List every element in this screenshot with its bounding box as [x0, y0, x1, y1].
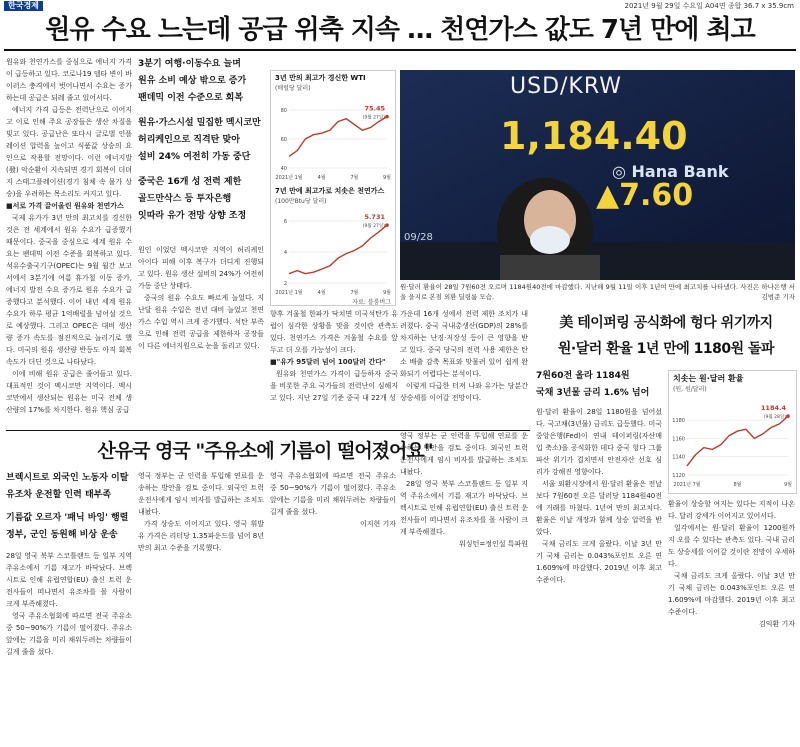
- article-column-1: [6, 56, 132, 471]
- paragraph: 일각에서는 원·달러 환율이 1200원까지 오를 수 있다는 관측도 있다. 국내 금리도 상승세를 이어갈 것이란 전망이 우세하다.: [668, 524, 795, 568]
- gas-line-chart: [271, 205, 393, 297]
- dateline: 2021년 9월 29일 수요일 A04면 종합 36.7 x 35.9cm: [624, 2, 794, 10]
- data-label: 75.45: [364, 104, 385, 113]
- data-label-date: (9월 27일): [362, 224, 385, 230]
- exchange-rate-display: 1,184.40: [500, 114, 688, 158]
- subhead: 중국은 16개 성 전력 제한: [138, 177, 242, 187]
- paragraph: 국제 유가가 3년 만의 최고치를 경신한 것은 전 세계에서 원유 수요가 급증했기 때문이다. 중국을 중심으로 세계 원유 수요는 팬데믹 이전 수준을 회복하고 있다. 석유수출국기구(OPEC)는 9월 월간 보고서에서 3분기에 여름 휴가철 이동 증가, 에너지 발전 수요 증가로 원유 수요가 급증했다고 분석했다. 이어 내년 세계 원유 수요가 하루 평균 1억배럴을 넘어설 것으로 예상했다. 그리고 OPEC은 대비 생산량 증가 속도를 점진적으로 늘리기로 했다. 미국의 원유 생산량 반등도 아직 회복 속도가 더딘 것으로 나타났다.: [6, 214, 132, 366]
- krw-line-chart: [669, 395, 794, 489]
- paragraph: 향후 겨울철 한파가 닥치면 미국석탄가 유럽이 심각한 상황을 맞을 것이란 관측도 있다. 천연가스 가격은 겨울철 수요를 앞두고 더 오를 가능성이 크다.: [270, 310, 398, 354]
- y-tick-label: 1180: [672, 418, 685, 425]
- newspaper-logo: 한국경제: [4, 1, 43, 11]
- paragraph: 영국 주유소협회에 따르면 전국 주유소 중 50~90%가 기름이 떨어졌다. 주유소 앞에는 기름을 미리 채워두려는 차량들이 길게 줄을 섰다.: [270, 472, 396, 516]
- byline: 김익환 기자: [758, 620, 795, 628]
- data-label: 1184.4: [760, 404, 786, 413]
- subhead: 잇따라 유가 전망 상향 조정: [138, 211, 247, 221]
- article-column-3: [270, 308, 398, 428]
- wti-line-chart: [271, 94, 393, 182]
- x-tick-label: 2021년 1월: [275, 290, 303, 296]
- paragraph: 28일 영국 북부 스코틀랜드 등 일부 지역 주유소에서 기름 재고가 바닥났다. 브렉시트로 인해 유럽연합(EU) 출신 트럭 운전사들이 떠나면서 유조차를 몰 사람이 크게 부족해졌다.: [400, 480, 528, 536]
- headline-line: 원·달러 환율 1년 만에 1180원 돌파: [557, 341, 775, 357]
- paragraph: 국채 금리도 크게 올랐다. 이날 3년 만기 국채 금리는 0.043%포인트 오른 연 1.609%에 마감했다. 2019년 이후 최고 수준이다.: [668, 572, 795, 616]
- article-column-2: [138, 244, 264, 404]
- time-label: 09/28: [404, 232, 433, 243]
- end-point: [385, 223, 389, 227]
- subhead: 원유 소비 예상 밖으로 증가: [138, 76, 247, 86]
- y-tick-label: 1140: [672, 454, 685, 461]
- y-tick-label: 4: [283, 250, 287, 256]
- byline: 이지현 기자: [359, 520, 396, 528]
- subhead: 허리케인으로 직격탄 맞아: [138, 135, 240, 145]
- subhead: 7원60전 올라 1184원: [536, 371, 630, 381]
- bank-name: ◎ Hana Bank: [612, 162, 729, 181]
- x-tick-label: 9월: [783, 482, 793, 488]
- paragraph: 영국 주유소협회에 따르면 전국 주유소 중 50~90%가 기름이 떨어졌다. 주유소 앞에는 기름을 미리 채워두려는 차량들이 길게 줄을 섰다.: [6, 612, 132, 656]
- paragraph: 에너지 가격 급등은 전력난으로 이어지고 이로 인해 주요 공장들은 생산 차질을 빚고 있다. 공급난은 또다시 글로벌 인플레이션 압력을 높이고 식품값 상승의 요인으로 작용할 전망이다. 이런 에너지발(發) 악순환이 지속되면 경기 회복이 더뎌지 스태그플레이션(경기 침체 속 물가 상승)을 우려하는 목소리도 커지고 있다.: [6, 106, 132, 198]
- paragraph: 영국 정부는 군 인력을 투입해 연료를 운송하는 방안을 검토 중이다. 외국인 트럭 운전사에게 임시 비자를 발급하는 조치도 내놨다.: [400, 432, 528, 476]
- subhead: 브렉시트로 외국인 노동자 이탈: [6, 473, 129, 483]
- subhead: 3분기 여행·이동수요 늘며: [138, 59, 241, 69]
- byline: 워싱턴=정인설 특파원: [459, 540, 528, 548]
- x-tick-label: 7월: [350, 290, 359, 296]
- bank-name-text: Hana Bank: [631, 162, 729, 181]
- data-label-date: (9월 28일): [763, 415, 786, 421]
- paragraph: 국채 금리도 크게 올랐다. 이날 3년 만기 국채 금리는 0.043%포인트 오른 연 1.609%에 마감했다. 2019년 이후 최고 수준이다.: [536, 540, 662, 584]
- section-subhead: ■서로 가격 끌어올린 원유와 천연가스: [6, 202, 124, 210]
- main-headline: 원유 수요 느는데 공급 위축 지속 … 천연가스 값도 7년 만에 최고: [45, 15, 755, 45]
- x-tick-label: 2021년 7월: [673, 482, 701, 488]
- y-tick-label: 2: [283, 281, 287, 287]
- story2-column-1: [6, 550, 132, 740]
- x-tick-label: 9월: [382, 175, 392, 181]
- x-tick-label: 2021년 1월: [275, 175, 303, 181]
- end-point: [385, 115, 389, 119]
- story3-column-1: [536, 406, 662, 740]
- series-line: [289, 117, 387, 157]
- y-tick-label: 6: [283, 219, 287, 225]
- paragraph: 서울 외환시장에서 원·달러 환율은 전날보다 7원60전 오른 달러당 1184원40전에 거래를 마쳤다. 1년여 만의 최고치다. 환율은 이날 개장과 함께 상승 압력을 받았다.: [536, 480, 662, 536]
- photo-credit: 김범준 기자: [761, 293, 795, 301]
- x-tick-label: 4월: [317, 290, 326, 296]
- data-label: 5.731: [364, 213, 385, 222]
- story3-headline: [536, 312, 796, 358]
- y-tick-label: 80: [280, 108, 287, 114]
- y-tick-label: 1160: [672, 436, 685, 443]
- subhead: 국채 3년물 금리 1.6% 넘어: [536, 388, 650, 398]
- paragraph: 환율이 상승할 여지는 있다는 지적이 나온다. 달러 강세가 이어지고 있어서다.: [668, 500, 795, 520]
- story-subheads: [6, 470, 134, 544]
- end-point: [786, 414, 790, 418]
- chart-subtitle: (원, 원/달러): [673, 386, 707, 393]
- chart-title: 3년 만의 최고가 경신한 WTI: [275, 74, 366, 82]
- photo-background: [400, 70, 795, 280]
- paragraph: 이에 비해 원유 공급은 줄어들고 있다. 대표적인 것이 멕시코만 지역이다. 멕시코만에서 생산되는 원유는 미국 전체 생산량의 17%를 차지한다. 원유 핵심 공급: [6, 370, 132, 414]
- paragraph: 원인 이었던 멕시코만 지역이 허리케인 아이다 피해 이후 복구가 더디게 진행되고 있다. 원유 생산 설비의 24%가 여전히 가동 중단 상태다.: [138, 246, 264, 290]
- story2-column-3: [270, 470, 396, 740]
- krw-chart-panel: [668, 370, 797, 494]
- rate-change-value: 7.60: [619, 178, 694, 213]
- paragraph: 28일 영국 북부 스코틀랜드 등 일부 지역 주유소에서 기름 재고가 바닥났다. 브렉시트로 인해 유럽연합(EU) 출신 트럭 운전사들이 떠나면서 유조차를 몰 사람이 크게 부족해졌다.: [6, 552, 132, 608]
- story2-column-4: [400, 430, 528, 740]
- headline-line: 美 테이퍼링 공식화에 헝다 위기까지: [559, 315, 773, 331]
- paragraph: 원유와 천연가스 가격이 급등하자 중국을 비롯한 주요 국가들의 전력난이 심해지고 있다. 지난 27일 기준 중국 내 22개 성: [270, 370, 398, 402]
- y-tick-label: 60: [280, 137, 287, 143]
- x-tick-label: 4월: [317, 175, 326, 181]
- x-tick-label: 8월: [733, 482, 742, 488]
- photo-caption: [400, 282, 795, 306]
- subhead: 설비 24% 여전히 가동 중단: [138, 152, 251, 162]
- paragraph: 이렇게 다급한 터져 나와 유가는 당분간 상승세를 이어갈 전망이다.: [400, 382, 528, 402]
- subhead: 원유·가스시설 밀집한 멕시코만: [138, 118, 261, 128]
- paragraph: 중국의 원유 수요도 빠르게 늘었다. 지난달 원유 수입은 전년 대비 늘었고 천연가스 수입 역시 크게 증가했다. 석탄 부족으로 인해 전력 공급을 제한하자 공장들이 다른 에너지원으로 눈을 돌리고 있다.: [138, 294, 264, 350]
- subhead: 정부, 군인 동원해 비상 운송: [6, 530, 118, 540]
- section-subhead: ■"유가 95달러 넘어 100달러 간다": [270, 358, 386, 366]
- series-line: [289, 225, 387, 274]
- chart-source: 자료: 블룸버그: [352, 299, 391, 306]
- x-tick-label: 9월: [382, 290, 392, 296]
- paragraph: 영국 정부는 군 인력을 투입해 연료를 운송하는 방안을 검토 중이다. 외국인 트럭 운전사에게 임시 비자를 발급하는 조치도 내놨다.: [138, 472, 264, 516]
- currency-pair-label: USD/KRW: [510, 74, 622, 99]
- story2-column-2: [138, 470, 264, 740]
- subhead: 골드만삭스 등 투자은행: [138, 194, 232, 204]
- subhead: 팬데믹 이전 수준으로 회복: [138, 93, 244, 103]
- chart-subtitle: (100만Btu당 달러): [275, 198, 327, 205]
- data-label-date: (9월 27일): [362, 115, 385, 121]
- paragraph: 원유와 천연가스를 중심으로 에너지 가격이 급등하고 있다. 코로나19 델타 변이 바이러스 충격에서 벗어나면서 수요는 증가하는데 공급은 되레 줄고 있어서다.: [6, 58, 132, 102]
- y-tick-label: 1120: [672, 473, 685, 479]
- chart-title: 7년 만에 최고가로 치솟은 천연가스: [275, 187, 385, 195]
- chart-title: 치솟는 원·달러 환율: [673, 374, 744, 383]
- y-tick-label: 40: [280, 166, 287, 172]
- paragraph: 원·달러 환율이 28일 1180원을 넘어섰다. 국고채(3년물) 금리도 급등했다. 미국 중앙은행(Fed)이 연내 테이퍼링(자산매입 축소)을 공식화한 데다 중국 헝다 그룹 파산 위기가 겹치면서 안전자산 선호 심리가 강해진 영향이다.: [536, 408, 662, 476]
- subhead-block: [138, 56, 266, 236]
- subhead: 유조차 운전할 인력 태부족: [6, 490, 112, 500]
- up-triangle-icon: ▲: [596, 178, 620, 213]
- masthead: [0, 0, 800, 12]
- story3-column-2: [668, 498, 795, 740]
- paragraph: 가운데 16개 성에서 전력 제한 조치가 내려졌다. 중국 국내총생산(GDP)의 28%를 차지하는 난징·저장성 등이 큰 영향을 받고 있다. 중국 당국의 전력 사용 제한은 탄소 배출 감축 목표와 맞물려 있어 쉽게 완화되기 어렵다는 분석이다.: [400, 310, 528, 378]
- paragraph: 가격 상승도 이어지고 있다. 영국 휘발유 가격은 리터당 1.35파운드를 넘어 8년 만의 최고 수준을 기록했다.: [138, 520, 264, 552]
- story-headline: 산유국 영국 "주유소에 기름이 떨어졌어요": [97, 440, 433, 462]
- subhead: 기름값 오르자 '패닉 바잉' 행렬: [6, 513, 129, 523]
- caption-text: 원·달러 환율이 28일 7원60전 오르며 1184원40전에 마감했다. 지난해 9월 11일 이후 1년여 만에 최고치를 나타냈다. 사진은 하나은행 서울 을지로 본점 외환 딜링룸 모습.: [400, 283, 795, 301]
- story3-subheads: [536, 368, 666, 402]
- x-tick-label: 7월: [350, 175, 359, 181]
- chart-subtitle: (배럴당 달러): [275, 85, 311, 92]
- chart-panel: [270, 70, 396, 306]
- dealing-room-photo: [400, 70, 795, 280]
- article-column-4: [400, 308, 528, 428]
- headline-rule: [4, 49, 796, 51]
- rate-change-display: [596, 178, 693, 213]
- series-line: [687, 416, 788, 466]
